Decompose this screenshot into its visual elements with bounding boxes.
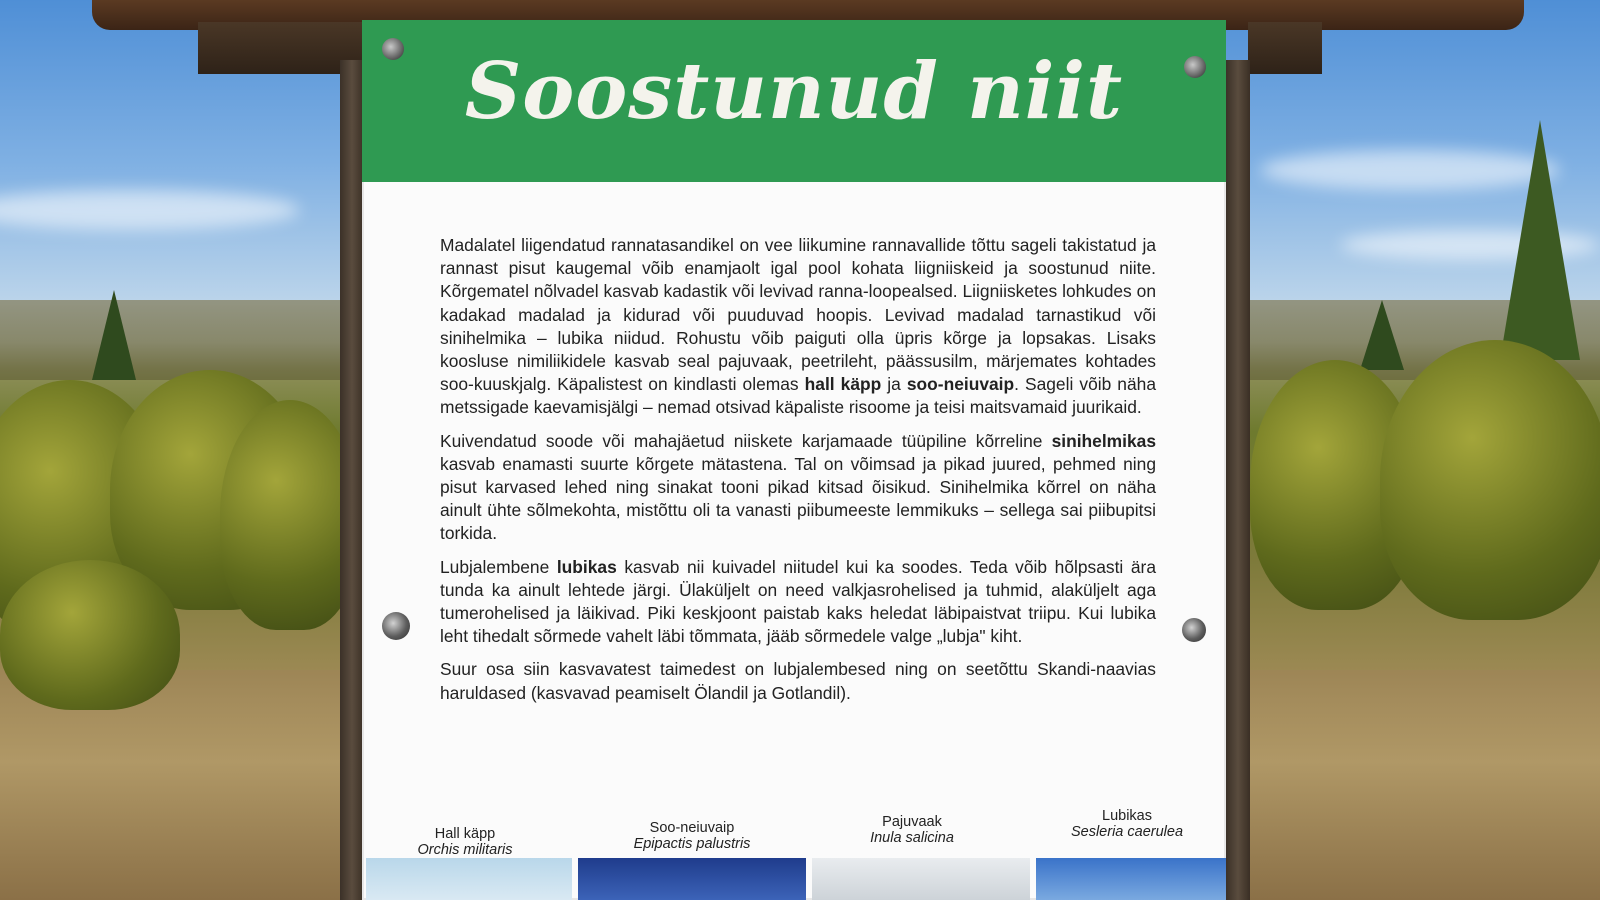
information-sign <box>362 20 1226 900</box>
paragraph-1 <box>440 234 1156 420</box>
sign-title: Soostunud niit <box>464 46 1124 137</box>
species-name: lubikas <box>556 556 617 577</box>
sign-text <box>440 234 1156 715</box>
cloud <box>0 190 300 230</box>
species-name: sinihelmikas <box>1051 430 1156 451</box>
roof-beam <box>1248 22 1322 74</box>
juniper-bush <box>1380 340 1600 620</box>
caption-soo-neiuvaip <box>602 820 782 852</box>
text-span: Kuivendatud soode või mahajäetud niiskete karjamaade tüüpiline kõrreline <box>440 430 1052 451</box>
species-name: soo-neiuvaip <box>906 374 1015 395</box>
bolt-icon <box>382 612 410 640</box>
photo-pajuvaak <box>812 858 1030 900</box>
caption-lubikas <box>1042 808 1212 840</box>
text-span: Madalatel liigendatud rannatasandikel on vee liikumine rannavallide tõttu sageli takistatud ja rannast pisut kaugemal võib enamjaolt igal pool kohata liigniiskeid ja soostunud niite. Kõrgematel nõlvadel kasvab kadastik või levivad ranna-loopealsed. Liigniisketes lohkudes on kadakad madalad ja kidurad või puuduvad hoopis. Levivad madalad tarnastikud või sinihelmika – lubika niidud. Rohustu võib paiguti olla üpris kõrge ja lopsakas. Lisaks koosluse nimiliikidele kasvab seal pajuvaak, peetrileht, päässusilm, märjemates kohtades soo-kuuskjalg. Käpalistest on kindlasti olemas <box>440 235 1156 395</box>
photo-soo-neiuvaip <box>578 858 806 900</box>
caption-pajuvaak <box>842 814 982 846</box>
conifer-tree <box>92 290 136 380</box>
roof-beam <box>198 22 363 74</box>
text-span: . Sageli võib näha metssigade kaevamisjälgi – nemad otsivad käpaliste risoome ja teisi maitsvamaid juurikaid. <box>440 374 1156 418</box>
paragraph-4: Suur osa siin kasvavatest taimedest on lubjalembesed ning on seetõttu Skandi-naavias haruldased (kasvavad peamiselt Ölandil ja Gotlandil). <box>440 659 1156 703</box>
paragraph-2 <box>440 430 1156 546</box>
juniper-bush <box>220 400 360 630</box>
text-span: ja <box>881 374 907 395</box>
caption-hall-kapp <box>390 826 540 858</box>
species-name: hall käpp <box>804 374 882 395</box>
conifer-tree <box>1360 300 1404 370</box>
wooden-post <box>340 60 364 900</box>
text-span: kasvab enamasti suurte kõrgete mätastena. Tal on võimsad ja pikad juured, pehmed ning pisut karvased lehed ning sinakat tooni pikad kitsad õisikud. Sinihelmika kõrrel on näha ainult ühte sõlmekohta, mistõttu oli ta vanasti piibumeeste lemmikuks – sellega sai piibupitsi torkida. <box>440 453 1156 544</box>
caption-latin-name: Epipactis palustris <box>633 836 751 852</box>
text-span: Lubjalembene <box>440 556 557 577</box>
caption-common-name: Lubikas <box>1102 808 1152 824</box>
caption-latin-name: Sesleria caerulea <box>1070 824 1184 840</box>
caption-common-name: Soo-neiuvaip <box>649 820 735 836</box>
conifer-tree <box>1500 120 1580 360</box>
paragraph-3 <box>440 556 1156 649</box>
text-span: kasvab nii kuivadel niitudel kui ka soodes. Teda võib hõlpsasti ära tunda ka ainult lehtede järgi. Ülaküljelt on need valkjasrohelised ja tuhmid, alaküljelt aga tumerohelised ja läikivad. Piki keskjoont paistab kaks heledat läbipaistvat triipu. Kui lubika leht tihedalt sõrmede vahelt läbi tõmmata, jääb sõrmedele valge „lubja" kiht. <box>440 556 1156 647</box>
caption-common-name: Pajuvaak <box>882 814 942 830</box>
caption-common-name: Hall käpp <box>434 826 496 842</box>
bolt-icon <box>1182 618 1206 642</box>
juniper-bush <box>0 560 180 710</box>
photo-hall-kapp <box>366 858 572 900</box>
caption-latin-name: Inula salicina <box>870 830 954 846</box>
species-captions <box>362 808 1226 862</box>
sign-header <box>362 20 1226 182</box>
wooden-post <box>1226 60 1250 900</box>
species-photos <box>362 858 1226 900</box>
caption-latin-name: Orchis militaris <box>417 842 513 858</box>
photo-lubikas <box>1036 858 1226 900</box>
